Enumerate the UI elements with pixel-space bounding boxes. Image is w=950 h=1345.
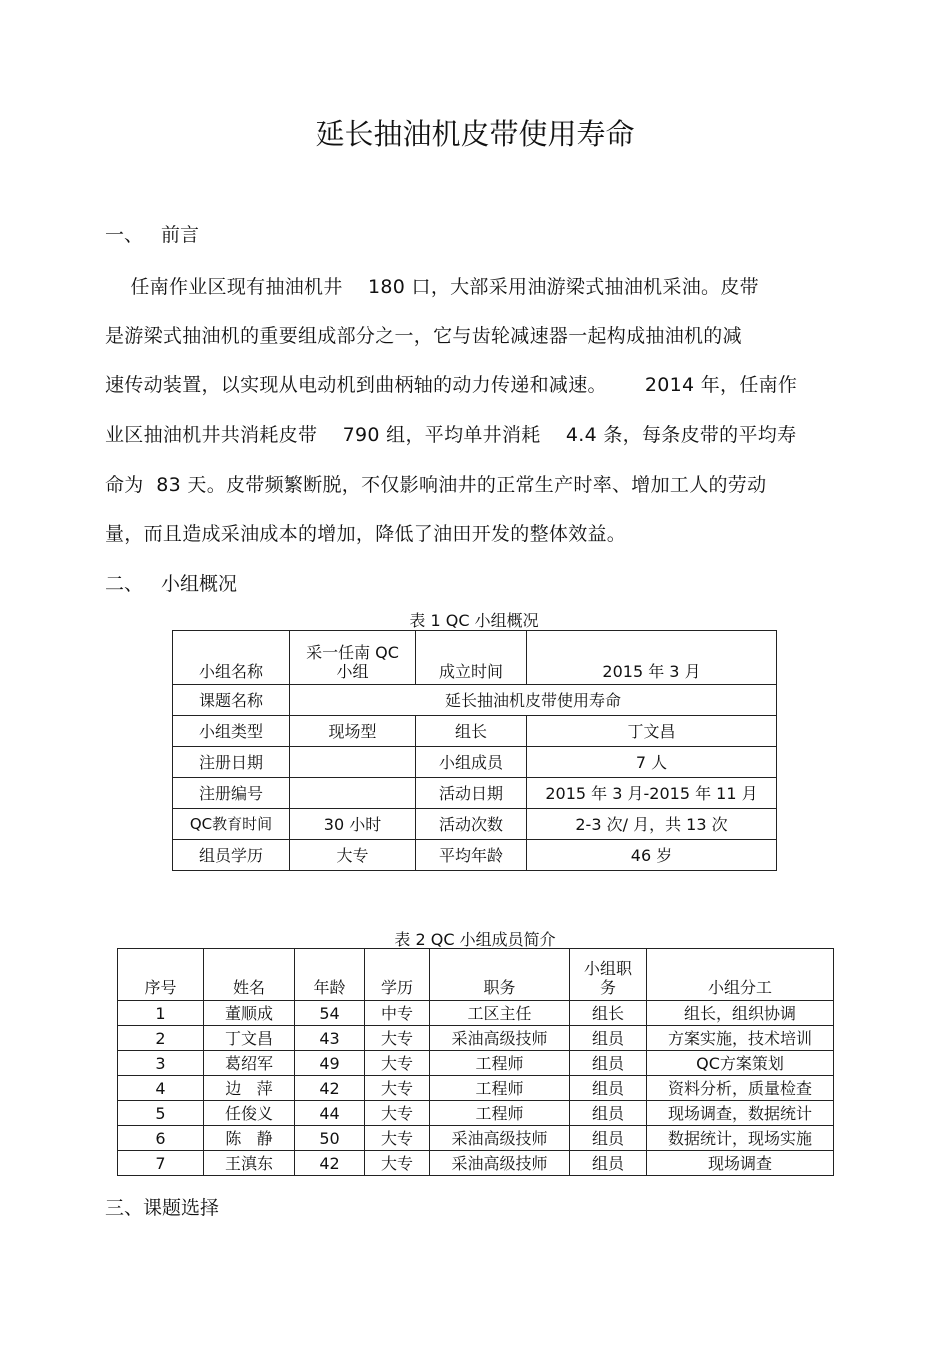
cell-line: 务 (599, 978, 616, 997)
table-cell: 30 小时 (290, 809, 416, 840)
table-cell: 6 (118, 1126, 204, 1151)
table-row (118, 1151, 834, 1176)
table-cell: 工区主任 (430, 1001, 570, 1026)
table-cell: 现场型 (290, 716, 416, 747)
table-cell: 丁文昌 (204, 1026, 295, 1051)
table-cell: 葛绍军 (204, 1051, 295, 1076)
table-cell (290, 747, 416, 778)
table-cell: 2 (118, 1026, 204, 1051)
table-row (118, 1051, 834, 1076)
table-cell: 方案实施，技术培训 (647, 1026, 834, 1051)
header-cell: 小组分工 (647, 949, 834, 1001)
table-row (118, 1126, 834, 1151)
document-title: 延长抽油机皮带使用寿命 (315, 117, 635, 151)
table-cell: 注册编号 (173, 778, 290, 809)
table-cell: 任俊义 (204, 1101, 295, 1126)
table-cell: 王滇东 (204, 1151, 295, 1176)
intro-line-6: 量，而且造成采油成本的增加，降低了油田开发的整体效益。 (105, 523, 627, 545)
table-row (173, 631, 777, 685)
table-cell: 边 萍 (204, 1076, 295, 1101)
table-cell (290, 778, 416, 809)
intro-line-1: 任南作业区现有抽油机井 180 口，大部采用油游梁式抽油机采油。皮带 (105, 276, 759, 298)
table-cell: 大专 (365, 1101, 430, 1126)
member-table (117, 948, 834, 1176)
cell-line: 小组 (336, 662, 369, 681)
section-number: 一、 (105, 224, 144, 246)
table-row (173, 840, 777, 871)
table-cell: 工程师 (430, 1101, 570, 1126)
table-cell: 54 (295, 1001, 365, 1026)
table-cell: 49 (295, 1051, 365, 1076)
table-cell: 组长，组织协调 (647, 1001, 834, 1026)
table-row (118, 1001, 834, 1026)
intro-line-4: 业区抽油机井共消耗皮带 790 组，平均单井消耗 4.4 条，每条皮带的平均寿 (105, 424, 797, 446)
header-cell: 学历 (365, 949, 430, 1001)
table-cell: 大专 (290, 840, 416, 871)
group-overview-table (172, 630, 777, 871)
table-cell: 4 (118, 1076, 204, 1101)
table-cell: 注册日期 (173, 747, 290, 778)
table-cell: 大专 (365, 1151, 430, 1176)
table-row (173, 809, 777, 840)
table-row (118, 1026, 834, 1051)
table-cell: 活动次数 (416, 809, 527, 840)
header-cell: 序号 (118, 949, 204, 1001)
table-cell: QC教育时间 (173, 809, 290, 840)
table-cell: 组长 (570, 1001, 647, 1026)
table-cell: 组员 (570, 1026, 647, 1051)
table-cell: 组长 (416, 716, 527, 747)
section-heading-preface (105, 220, 199, 247)
header-cell: 姓名 (204, 949, 295, 1001)
table-cell: 5 (118, 1101, 204, 1126)
table-row (173, 747, 777, 778)
table-cell: 大专 (365, 1051, 430, 1076)
table-cell: 丁文昌 (527, 716, 777, 747)
table-cell: 现场调查 (647, 1151, 834, 1176)
table-row (118, 1101, 834, 1126)
table2-caption: 表 2 QC 小组成员简介 (394, 930, 556, 949)
table-cell: 工程师 (430, 1051, 570, 1076)
table-cell: 延长抽油机皮带使用寿命 (290, 685, 777, 716)
table-cell: 组员学历 (173, 840, 290, 871)
table-cell: 组员 (570, 1051, 647, 1076)
cell-line: 小组职 (583, 959, 632, 978)
table-header-row (118, 949, 834, 1001)
table-cell: 课题名称 (173, 685, 290, 716)
table-cell: 工程师 (430, 1076, 570, 1101)
section-label: 前言 (161, 224, 200, 246)
table-cell: 46 岁 (527, 840, 777, 871)
header-cell: 职务 (430, 949, 570, 1001)
table-cell: 组员 (570, 1076, 647, 1101)
table-cell: 50 (295, 1126, 365, 1151)
table-cell: 大专 (365, 1126, 430, 1151)
table-cell: 44 (295, 1101, 365, 1126)
section-number: 二、 (105, 573, 144, 595)
table-cell: 组员 (570, 1126, 647, 1151)
cell-line: 采一任南 QC (306, 643, 399, 662)
table-cell: 大专 (365, 1076, 430, 1101)
table-cell: 大专 (365, 1026, 430, 1051)
table-cell: 资料分析，质量检查 (647, 1076, 834, 1101)
table-cell: 2015 年 3 月-2015 年 11 月 (527, 778, 777, 809)
table-cell (290, 631, 416, 685)
table-cell: 活动日期 (416, 778, 527, 809)
table-cell: 平均年龄 (416, 840, 527, 871)
table-cell: 采油高级技师 (430, 1126, 570, 1151)
table-cell: 数据统计，现场实施 (647, 1126, 834, 1151)
table-cell: 3 (118, 1051, 204, 1076)
table-cell: 现场调查，数据统计 (647, 1101, 834, 1126)
table-cell: 43 (295, 1026, 365, 1051)
table-cell: 组员 (570, 1151, 647, 1176)
table-cell: 小组名称 (173, 631, 290, 685)
header-cell: 年龄 (295, 949, 365, 1001)
table-cell: 小组类型 (173, 716, 290, 747)
table-cell: QC方案策划 (647, 1051, 834, 1076)
table-cell: 组员 (570, 1101, 647, 1126)
header-cell (570, 949, 647, 1001)
table-cell: 小组成员 (416, 747, 527, 778)
table-cell: 42 (295, 1076, 365, 1101)
table-cell: 陈 静 (204, 1126, 295, 1151)
table-cell: 2015 年 3 月 (527, 631, 777, 685)
section-label: 小组概况 (161, 573, 238, 595)
table-row (118, 1076, 834, 1101)
intro-line-3: 速传动装置，以实现从电动机到曲柄轴的动力传递和减速。 2014 年，任南作 (105, 374, 798, 396)
table-row (173, 778, 777, 809)
table-cell: 42 (295, 1151, 365, 1176)
intro-line-5: 命为 83 天。皮带频繁断脱，不仅影响油井的正常生产时率、增加工人的劳动 (105, 474, 767, 496)
table-cell: 中专 (365, 1001, 430, 1026)
table-cell: 采油高级技师 (430, 1151, 570, 1176)
table-row (173, 716, 777, 747)
table-cell: 董顺成 (204, 1001, 295, 1026)
table-cell: 2-3 次/ 月，共 13 次 (527, 809, 777, 840)
table-cell: 成立时间 (416, 631, 527, 685)
section-heading-overview (105, 569, 237, 596)
section-heading-topic: 三、课题选择 (105, 1197, 220, 1219)
table-cell: 7 (118, 1151, 204, 1176)
table1-caption: 表 1 QC 小组概况 (409, 611, 539, 630)
table-row (173, 685, 777, 716)
table-cell: 采油高级技师 (430, 1026, 570, 1051)
table-cell: 7 人 (527, 747, 777, 778)
intro-line-2: 是游梁式抽油机的重要组成部分之一，它与齿轮减速器一起构成抽油机的减 (105, 325, 742, 347)
table-cell: 1 (118, 1001, 204, 1026)
